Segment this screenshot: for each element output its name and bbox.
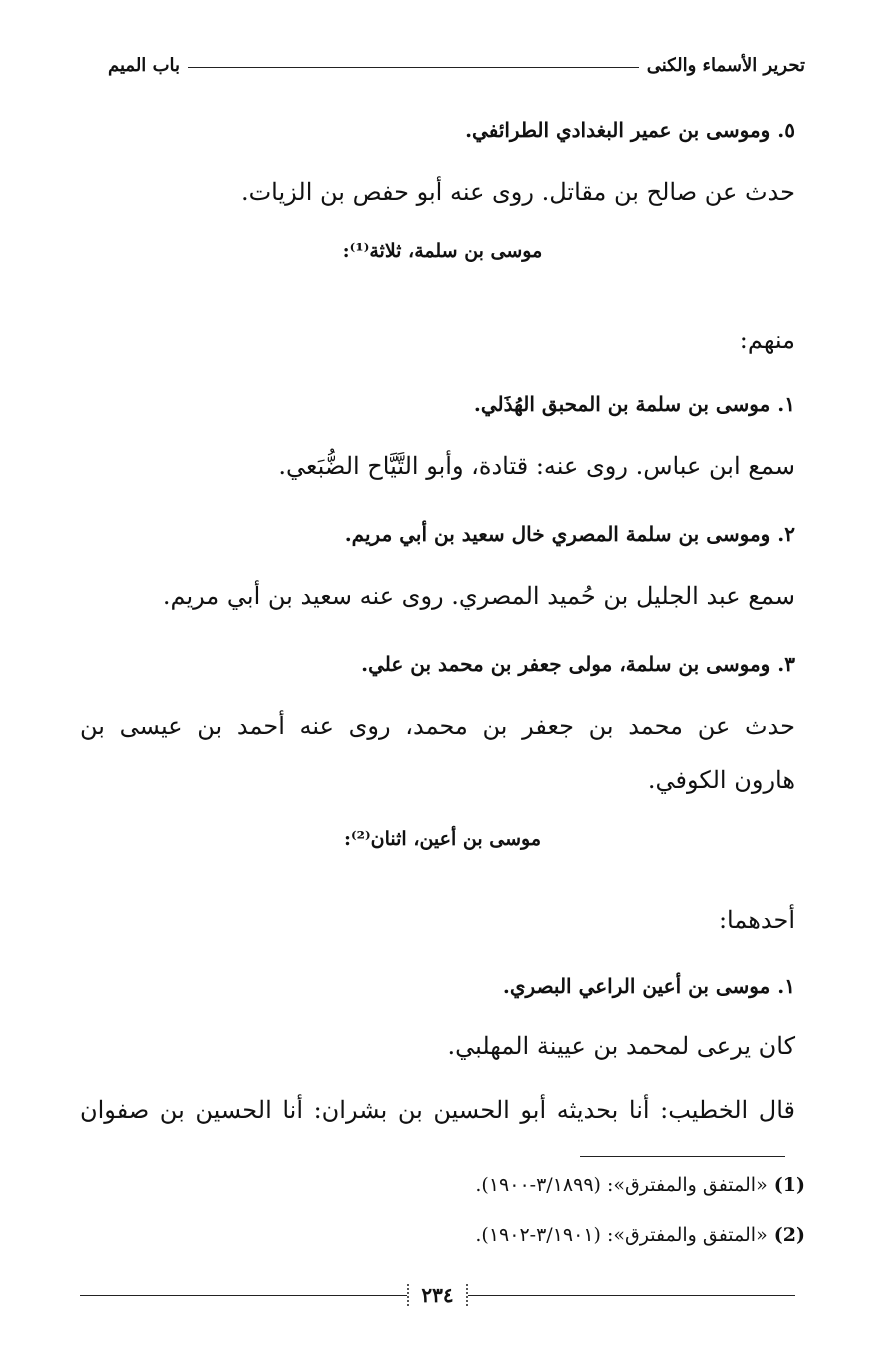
entry-text: سمع عبد الجليل بن حُميد المصري. روى عنه سعيد بن أبي مريم. — [162, 582, 795, 610]
footnote — [475, 1224, 805, 1246]
page-number: ٢٣٤ — [407, 1284, 467, 1306]
footnote-number: (2) — [773, 1224, 805, 1246]
entry-text: كان يرعى لمحمد بن عيينة المهلبي. — [447, 1032, 795, 1060]
entry-text: أحدهما: — [718, 906, 795, 934]
header-rule — [188, 67, 639, 68]
footnote-text: «المتفق والمفترق»: (٣/١٨٩٩-١٩٠٠). — [475, 1174, 768, 1196]
header-book-title: تحرير الأسماء والكنى — [646, 54, 805, 76]
entry-heading: ٥. وموسى بن عمير البغدادي الطرائفي. — [465, 118, 795, 142]
footnote — [475, 1174, 805, 1196]
entry-text: قال الخطيب: أنا بحديثه أبو الحسين بن بشران: أنا الحسين بن صفوان — [80, 1096, 795, 1124]
page-footer — [80, 1283, 795, 1307]
entry-heading: ٣. وموسى بن سلمة، مولى جعفر بن محمد بن علي. — [361, 652, 795, 676]
section-heading: موسى بن أعين، اثنان⁽²⁾: — [343, 828, 541, 850]
footer-rule — [80, 1295, 407, 1296]
entry-text: هارون الكوفي. — [647, 766, 795, 794]
footnote-separator — [580, 1156, 785, 1157]
entry-heading: ١. موسى بن أعين الراعي البصري. — [502, 974, 795, 998]
header-section: باب الميم — [108, 54, 181, 76]
footer-rule — [468, 1295, 795, 1296]
running-header — [108, 48, 805, 82]
footnote-text: «المتفق والمفترق»: (٣/١٩٠١-١٩٠٢). — [475, 1224, 768, 1246]
entry-text: سمع ابن عباس. روى عنه: قتادة، وأبو التَّيَّاح الضُّبَعي. — [278, 452, 795, 480]
entry-text: منهم: — [739, 326, 795, 354]
entry-text: حدث عن صالح بن مقاتل. روى عنه أبو حفص بن الزيات. — [240, 178, 795, 206]
section-heading: موسى بن سلمة، ثلاثة⁽¹⁾: — [342, 240, 543, 262]
entry-heading: ٢. وموسى بن سلمة المصري خال سعيد بن أبي مريم. — [344, 522, 795, 546]
entry-text: حدث عن محمد بن جعفر بن محمد، روى عنه أحمد بن عيسى بن — [80, 712, 795, 740]
footnote-number: (1) — [773, 1174, 805, 1196]
entry-heading: ١. موسى بن سلمة بن المحبق الهُذَلي. — [473, 392, 795, 416]
